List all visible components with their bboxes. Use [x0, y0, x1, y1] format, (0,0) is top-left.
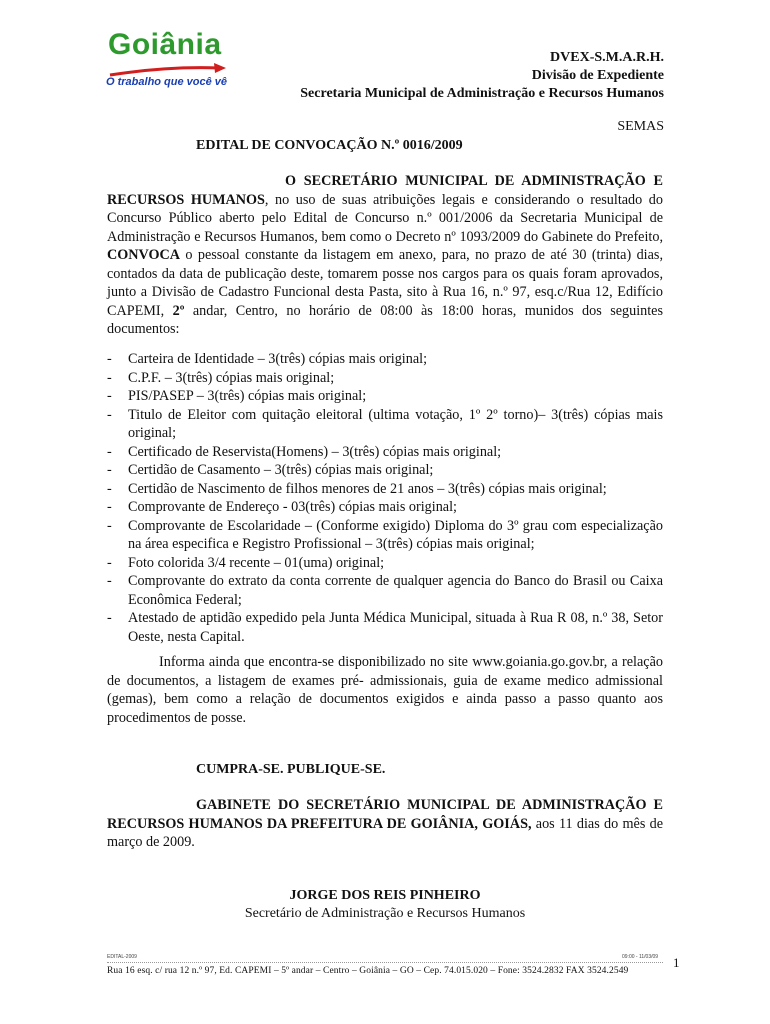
cumpra-se-heading: CUMPRA-SE. PUBLIQUE-SE.: [196, 762, 386, 777]
header-dept: DVEX-S.M.A.R.H.: [550, 50, 664, 65]
footer-address: Rua 16 esq. c/ rua 12 n.º 97, Ed. CAPEMI – 5º andar – Centro – Goiânia – GO – Cep. 74.015.020 – Fone: 3524.2832 FAX 3524.2549: [107, 966, 629, 976]
footer-tiny-left: EDITAL-2009: [107, 954, 137, 960]
gabinete-paragraph: [107, 796, 663, 852]
signatory-role: Secretário de Administração e Recursos Humanos: [244, 906, 526, 921]
list-item: - Atestado de aptidão expedido pela Junta Médica Municipal, situada à Rua R 08, n.º 38, Setor Oeste, nesta Capital.: [107, 609, 663, 646]
informa-paragraph: [107, 653, 663, 727]
header-division: Divisão de Expediente: [531, 68, 664, 83]
list-item: - PIS/PASEP – 3(três) cópias mais original;: [107, 387, 663, 406]
edital-title: EDITAL DE CONVOCAÇÃO N.º 0016/2009: [196, 138, 463, 153]
list-item: - C.P.F. – 3(três) cópias mais original;: [107, 369, 663, 388]
logo-tagline: O trabalho que você vê: [106, 76, 228, 88]
list-item: - Comprovante de Escolaridade – (Conforme exigido) Diploma do 3º grau com especialização na área especifica e Registro Profissional – 3(três) cópias mais original;: [107, 517, 663, 554]
header-secretariat: Secretaria Municipal de Administração e Recursos Humanos: [300, 86, 664, 101]
intro-convoca: CONVOCA: [107, 247, 181, 263]
intro-part1: , no uso de suas atribuições legais e considerando o resultado do Concurso Público aberto pelo Edital de Concurso n.º 001/2006 da Secretaria Municipal de Administração e Recursos Humanos, bem como o Decreto nº 1093/2009 do Gabinete do Prefeito,: [107, 191, 663, 245]
list-item: - Comprovante de Endereço - 03(três) cópias mais original;: [107, 498, 663, 517]
intro-andar: 2º: [172, 302, 185, 319]
list-item: - Titulo de Eleitor com quitação eleitoral (ultima votação, 1º 2º torno)– 3(três) cópias mais original;: [107, 406, 663, 443]
documents-list: [107, 350, 663, 646]
gabinete-date: aos 11 dias do mês de março de 2009.: [107, 815, 663, 850]
list-item: - Certificado de Reservista(Homens) – 3(três) cópias mais original;: [107, 443, 663, 462]
semas-label: SEMAS: [617, 119, 664, 134]
list-item: - Certidão de Casamento – 3(três) cópias mais original;: [107, 461, 663, 480]
intro-part2: o pessoal constante da listagem em anexo, para, no prazo de até 30 (trinta) dias, contados da data de publicação deste, tomarem posse nos cargos para os quais foram aprovados, junto a Divisão de Cadastro Funcional desta Pasta, sito à Rua 16, n.º 97, esq.c/Rua 12, Edifício CAPEMI,: [107, 247, 663, 319]
logo-wordmark: Goiânia: [108, 28, 222, 61]
gabinete-bold: GABINETE DO SECRETÁRIO MUNICIPAL DE ADMINISTRAÇÃO E RECURSOS HUMANOS DA PREFEITURA DE GOIÂNIA, GOIÁS,: [107, 797, 663, 832]
list-item: - Comprovante do extrato da conta corrente de qualquer agencia do Banco do Brasil ou Caixa Econômica Federal;: [107, 572, 663, 609]
footer-tiny-right: 09:00 - 11/03/09: [622, 954, 659, 960]
intro-lead: O SECRETÁRIO MUNICIPAL DE ADMINISTRAÇÃO E RECURSOS HUMANOS: [107, 173, 663, 208]
goiania-logo: [106, 28, 236, 96]
intro-paragraph: [107, 172, 663, 339]
page-number: 1: [673, 955, 680, 970]
list-item: - Carteira de Identidade – 3(três) cópias mais original;: [107, 350, 663, 369]
list-item: - Foto colorida 3/4 recente – 01(uma) original;: [107, 554, 663, 573]
informa-text: Informa ainda que encontra-se disponibilizado no site www.goiania.go.gov.br, a relação de documentos, a listagem de exames pré- admissionais, guia de exame medico admissional (gemas), bem como a relação de documentos exigidos e ainda passo a passo quanto aos procedimentos de posse.: [107, 654, 663, 726]
intro-part3: andar, Centro, no horário de 08:00 às 18:00 horas, munidos dos seguintes documentos:: [107, 302, 664, 337]
list-item: - Certidão de Nascimento de filhos menores de 21 anos – 3(três) cópias mais original;: [107, 480, 663, 499]
footer-divider: [107, 962, 663, 963]
signatory-name: JORGE DOS REIS PINHEIRO: [289, 888, 481, 903]
